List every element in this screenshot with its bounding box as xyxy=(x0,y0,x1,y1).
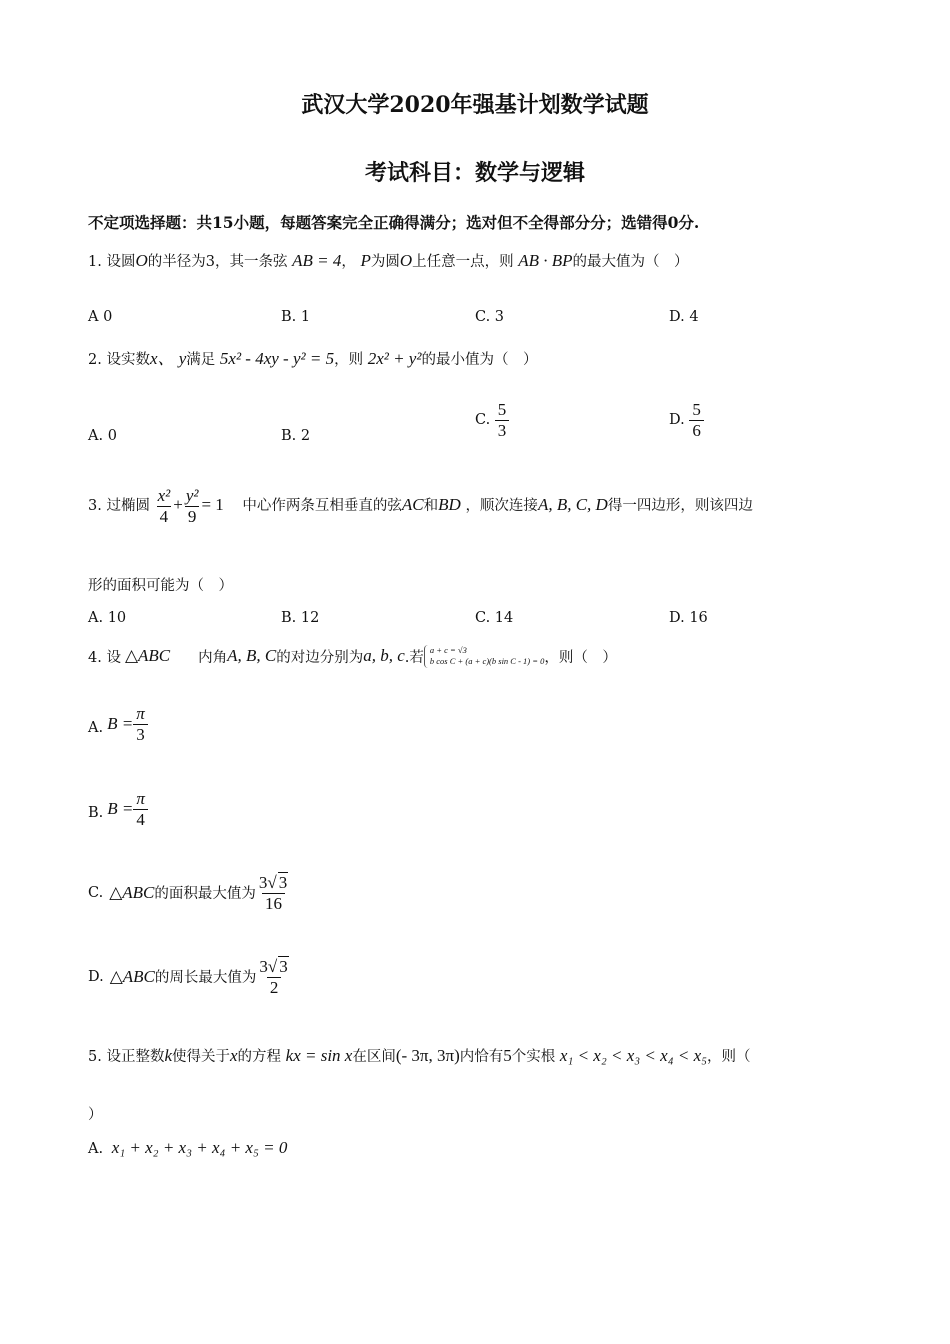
ellipse-y-term: $\frac{\text{y²}}{9}$ xyxy=(185,486,199,526)
condition-system: a + c = √3 b cos C + (a + c)(b sin C - 1) = 0 xyxy=(424,645,544,668)
q2-option-c: C. $\frac{5}{3}$ xyxy=(475,400,509,440)
q5-option-a: A. x₁ + x₂ + x₃ + x₄ + x₅ = 0 xyxy=(88,1138,288,1157)
ellipse-x-term: $\frac{\text{x²}}{4}$ xyxy=(157,486,171,526)
question-3-continued: 形的面积可能为（ ） xyxy=(88,578,233,594)
q4-option-a: A. B = $\frac{\pi}{3}$ xyxy=(88,704,148,736)
q4-option-c: C. △ABC 的面积最大值为 $\frac{3√ 3}{16}$ xyxy=(88,872,291,913)
q4-c-fraction: $\frac{3√ 3}{16}$ xyxy=(258,873,288,913)
page-subtitle: 考试科目：数学与逻辑 xyxy=(364,160,585,186)
question-1: 1. 设圆O的半径为3，其一条弦 AB = 4， P为圆O上任意一点，则 AB · BP的最大值为（ ） xyxy=(88,251,689,270)
q4-d-fraction: $\frac{3√ 3}{2}$ xyxy=(259,957,288,997)
question-5-continued: ） xyxy=(88,1107,103,1123)
q2-option-a: A. 0 xyxy=(88,428,117,444)
q3-option-b: B. 12 xyxy=(281,610,320,626)
q1-option-b: B. 1 xyxy=(281,309,311,325)
q1-option-c: C. 3 xyxy=(475,309,505,325)
instructions: 不定项选择题：共15小题，每题答案完全正确得满分；选对但不全得部分分；选错得0分. xyxy=(88,213,700,232)
q4-b-fraction: $\frac{\pi}{4}$ xyxy=(133,789,148,829)
q2-option-d: D. $\frac{5}{6}$ xyxy=(669,400,704,440)
q1-option-d: D. 4 xyxy=(669,309,699,325)
q4-a-fraction: $\frac{\pi}{3}$ xyxy=(133,704,148,744)
q4-option-b: B. B = $\frac{\pi}{4}$ xyxy=(88,789,148,821)
q3-option-a: A. 10 xyxy=(88,610,127,626)
q3-option-d: D. 16 xyxy=(669,610,708,626)
page-title: 武汉大学2020年强基计划数学试题 xyxy=(301,92,649,118)
q4-option-d: D. △ABC 的周长最大值为 $\frac{3√ 3}{2}$ xyxy=(88,956,292,997)
q2-option-c-fraction: $\frac{5}{3}$ xyxy=(495,400,510,440)
question-5: 5. 设正整数k使得关于x的方程 kx = sin x在区间(- 3π, 3π)内恰有5个实根 x₁ < x₂ < x₃ < x₄ < x₅，则（ xyxy=(88,1046,751,1065)
question-2: 2. 设实数x、 y满足 5x² - 4xy - y² = 5，则 2x² + y²的最小值为（ ） xyxy=(88,349,538,368)
q1-option-a: A 0 xyxy=(88,309,113,325)
question-3: 3. 过椭圆 $\frac{\text{x²}}{4}$ + $\frac{\text{y²}}{9}$ = 1 中心作两条互相垂直的弦AC和BD ，顺次连接A, B, C, D得一四边形，则该四边 xyxy=(88,486,753,526)
question-4: 4. 设 △ABC 内角 A, B, C 的对边分别为 a, b, c .若 a + c = √3 b cos C + (a + c)(b sin C - 1) = 0 ，则（ ） xyxy=(88,645,617,667)
q3-option-c: C. 14 xyxy=(475,610,514,626)
q2-option-d-fraction: $\frac{5}{6}$ xyxy=(689,400,704,440)
q2-option-b: B. 2 xyxy=(281,428,311,444)
